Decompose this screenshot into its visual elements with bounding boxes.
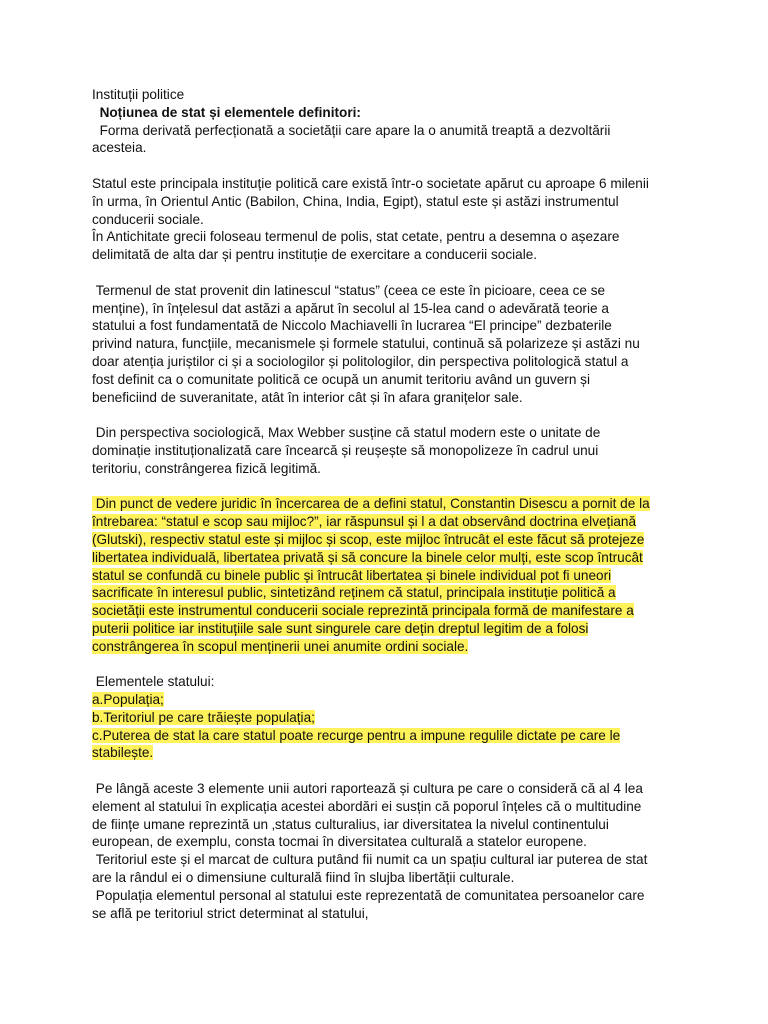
text-line: Teritoriul este și el marcat de cultura putând fii numit ca un spațiu cultural iar puterea de stat	[92, 852, 648, 868]
text-line	[92, 638, 682, 656]
text-line	[92, 602, 682, 620]
text-line: Statul este principala instituție politică care există într-o societate apărut cu aproape 6 milenii	[92, 175, 649, 191]
highlighted-text: constrângerea în scopul menținerii unei anumite ordini sociale.	[92, 638, 469, 654]
paragraph-gap	[92, 478, 682, 496]
text-line: delimitată de alta dar și pentru instituție de exercitare a conducerii sociale.	[92, 247, 538, 263]
text-line: de ființe umane reprezintă un ‚status culturalius, iar diversitatea la nivelul continentului	[92, 816, 609, 832]
text-line: doar atenția juriștilor ci și a sociologilor și politologilor, din perspectiva politologică statul a	[92, 353, 629, 369]
text-line: în urma, în Orientul Antic (Babilon, China, India, Egipt), statul este și astăzi instrumentul	[92, 193, 619, 209]
text-line: are la rândul ei o dimensiune culturală fiind în slujba libertății culturale.	[92, 870, 515, 886]
highlighted-text: puterii politice iar instituțiile sale sunt singurele care dețin dreptul legitim de a folosi	[92, 620, 589, 636]
highlighted-text: libertatea individuală, libertatea privată și să concure la binele celor mulți, este scop întrucât	[92, 549, 643, 565]
paragraph-term-status	[92, 282, 682, 407]
text-line: privind natura, funcțiile, mecanismele și formele statului, continuă să polarizeze și astăzi nu	[92, 336, 640, 352]
highlighted-text: b.Teritoriul pe care trăiește populația;	[92, 709, 315, 725]
highlighted-text: Din punct de vedere juridic în încercarea de a defini statul, Constantin Disescu a pornit de la	[92, 496, 650, 512]
paragraph-gap	[92, 157, 682, 175]
paragraph-juridical-highlighted	[92, 495, 682, 655]
paragraph-sociological	[92, 424, 682, 477]
list-item	[92, 709, 682, 727]
highlighted-text: societății este instrumentul conducerii sociale reprezintă principala formă de manifestare a	[92, 603, 634, 619]
text-line: european, de exemplu, consta tocmai în diversitatea culturală a statelor europene.	[92, 834, 587, 850]
list-item	[92, 691, 682, 709]
elements-list	[92, 673, 682, 762]
text-line: Forma derivată perfecționată a societății care apare la o anumită treaptă a dezvoltării	[92, 122, 611, 138]
paragraph-culture	[92, 780, 682, 922]
section-heading: Noțiunea de stat și elementele definitori:	[92, 104, 361, 120]
highlighted-text: statul se confundă cu binele public și întrucât libertatea și binele individual pot fi uneori	[92, 567, 612, 583]
text-line: În Antichitate grecii foloseau termenul de polis, stat cetate, pentru a desemna o așezare	[92, 229, 620, 245]
text-line: Termenul de stat provenit din latinescul “status” (ceea ce este în picioare, ceea ce se	[92, 282, 606, 298]
paragraph-state-origin	[92, 175, 682, 264]
document-title: Instituții politice	[92, 87, 185, 102]
document-page	[92, 86, 682, 922]
text-line: element al statului în explicația acestei abordări ei susțin că poporul înțeles că o multitudine	[92, 798, 642, 814]
paragraph-gap	[92, 762, 682, 780]
definition-paragraph	[92, 122, 682, 158]
highlighted-text: stabilește.	[92, 745, 154, 761]
highlighted-text: (Glutski), respectiv statul este și mijloc și scop, este mijloc întrucât el este făcut să protejeze	[92, 531, 645, 547]
paragraph-gap	[92, 656, 682, 674]
paragraph-gap	[92, 406, 682, 424]
text-line: teritoriu, constrângerea fizică legitimă.	[92, 460, 321, 476]
text-line: conducerii sociale.	[92, 211, 204, 227]
highlighted-text: c.Puterea de stat la care statul poate recurge pentru a impune regulile dictate pe care le	[92, 727, 621, 743]
text-line: Din perspectiva sociologică, Max Webber susține că statul modern este o unitate de	[92, 425, 601, 441]
text-line	[92, 620, 682, 638]
text-line: statului a fost fundamentată de Niccolo Machiavelli în lucrarea “El principe” dezbaterile	[92, 318, 612, 334]
text-line	[92, 495, 682, 513]
text-line	[92, 584, 682, 602]
text-line: menține), în înțelesul dat astăzi a apărut în secolul al 15-lea cand o adevărată teorie a	[92, 300, 609, 316]
text-line	[92, 567, 682, 585]
text-line: Populația elementul personal al statului este reprezentată de comunitatea persoanelor care	[92, 887, 645, 903]
text-line	[92, 531, 682, 549]
text-line: beneficiind de suveranitate, atât în interior cât și în afara granițelor sale.	[92, 389, 523, 405]
text-line: Pe lângă aceste 3 elemente unii autori raportează și cultura pe care o consideră că al 4 lea	[92, 781, 643, 797]
highlighted-text: sacrificate în interesul public, sintetizând reținem că statul, principala instituție politică a	[92, 585, 616, 601]
text-line: se află pe teritoriul strict determinat al statului,	[92, 905, 369, 921]
list-item	[92, 744, 682, 762]
paragraph-gap	[92, 264, 682, 282]
text-line: fost definit ca o comunitate politică ce ocupă un anumit teritoriu având un guvern și	[92, 371, 590, 387]
list-item	[92, 727, 682, 745]
text-line: dominație instituționalizată care încearcă și reușește să monopolizeze în cadrul unui	[92, 442, 599, 458]
text-line: acesteia.	[92, 140, 147, 156]
elements-heading: Elementele statului:	[92, 674, 215, 690]
highlighted-text: întrebarea: “statul e scop sau mijloc?”, iar răspunsul și l a dat observând doctrina elvețiană	[92, 514, 637, 530]
text-line	[92, 549, 682, 567]
highlighted-text: a.Populația;	[92, 692, 164, 708]
text-line	[92, 513, 682, 531]
